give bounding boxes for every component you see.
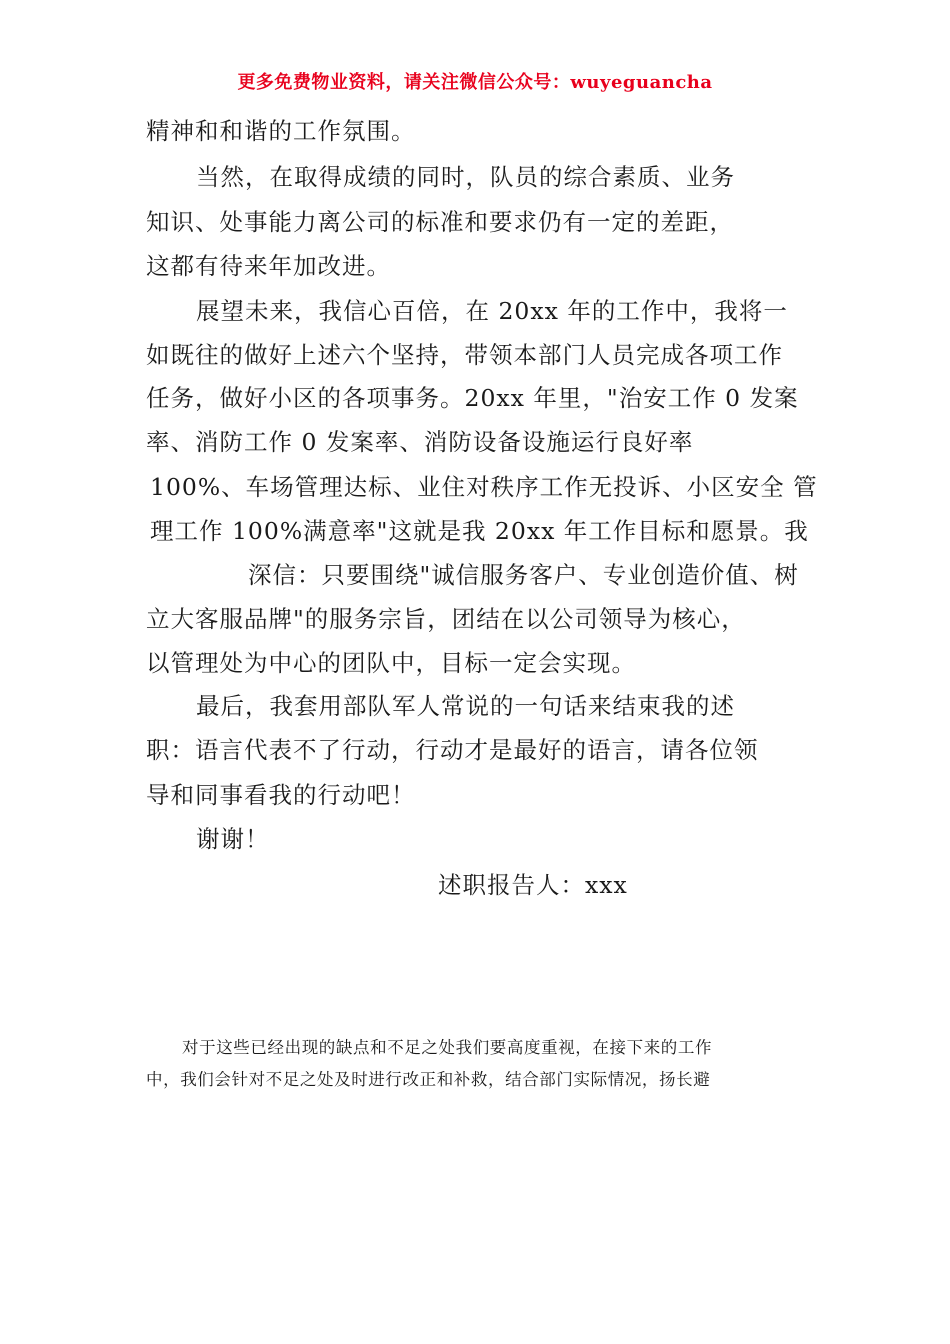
body-line: 这都有待来年加改进。 [146,252,391,280]
body-line: 职：语言代表不了行动，行动才是最好的语言，请各位领 [146,736,759,764]
signature: 述职报告人：xxx [438,871,628,899]
body-line: 最后，我套用部队军人常说的一句话来结束我的述 [196,692,735,720]
body-line: 100%、车场管理达标、业住对秩序工作无投诉、小区安全 管 [150,473,818,501]
footer-line: 对于这些已经出现的缺点和不足之处我们要高度重视，在接下来的工作 [182,1038,713,1057]
body-line: 率、消防工作 0 发案率、消防设备设施运行良好率 [146,428,694,456]
body-line: 当然，在取得成绩的同时，队员的综合素质、业务 [196,163,735,191]
body-line: 谢谢！ [196,825,270,853]
footer-line: 中，我们会针对不足之处及时进行改正和补救，结合部门实际情况，扬长避 [146,1070,711,1089]
body-line: 展望未来，我信心百倍，在 20xx 年的工作中，我将一 [196,297,788,325]
body-line: 知识、处事能力离公司的标准和要求仍有一定的差距， [146,208,734,236]
body-line: 如既往的做好上述六个坚持，带领本部门人员完成各项工作 [146,341,783,369]
body-line: 以管理处为中心的团队中，目标一定会实现。 [146,649,636,677]
body-line: 导和同事看我的行动吧！ [146,781,416,809]
body-line: 精神和和谐的工作氛围。 [146,117,416,145]
body-line: 理工作 100%满意率"这就是我 20xx 年工作目标和愿景。我 [150,517,809,545]
body-line: 任务，做好小区的各项事务。20xx 年里，"治安工作 0 发案 [146,384,799,412]
header-banner: 更多免费物业资料，请关注微信公众号：wuyeguancha [237,72,713,93]
body-line: 立大客服品牌"的服务宗旨，团结在以公司领导为核心， [146,605,746,633]
body-line: 深信：只要围绕"诚信服务客户、专业创造价值、树 [248,561,799,589]
